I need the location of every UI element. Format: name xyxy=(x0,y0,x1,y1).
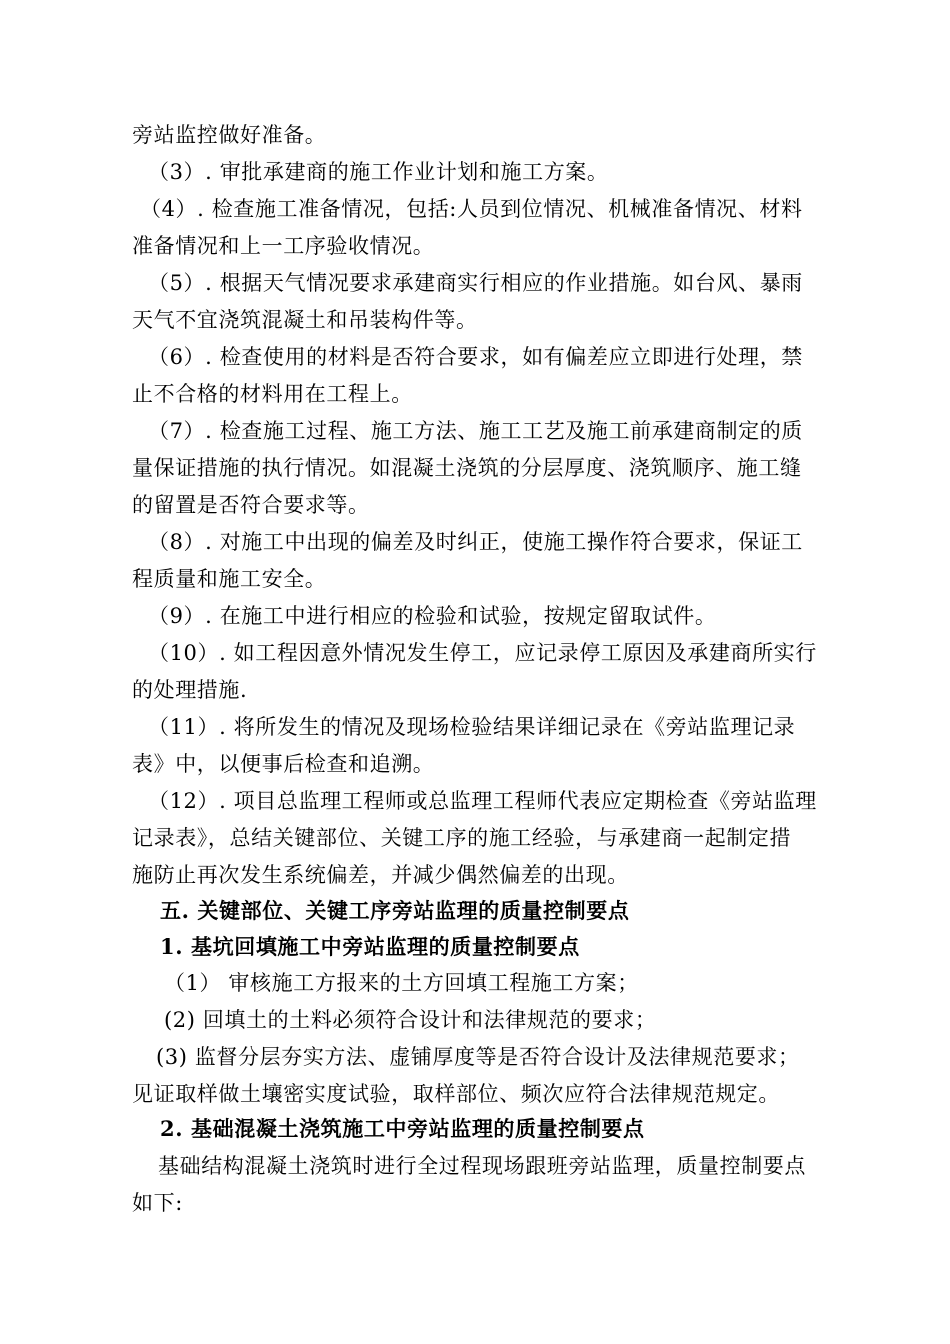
list-item: （7）. 检查施工过程、施工方法、施工工艺及施工前承建商制定的质 xyxy=(148,419,803,443)
text-line: 旁站监控做好准备。 xyxy=(132,123,327,147)
text-line: 记录表》，总结关键部位、关键工序的施工经验，与承建商一起制定措 xyxy=(132,826,792,850)
subsection-heading: 2. 基础混凝土浇筑施工中旁站监理的质量控制要点 xyxy=(160,1116,645,1141)
text-line: 准备情况和上一工序验收情况。 xyxy=(132,234,435,258)
list-item: （8）. 对施工中出现的偏差及时纠正，使施工操作符合要求，保证工 xyxy=(148,530,803,554)
text-line: 如下: xyxy=(132,1191,183,1215)
list-item: （1） 审核施工方报来的土方回填工程施工方案； xyxy=(164,971,639,995)
list-item: （4）. 检查施工准备情况，包括:人员到位情况、机械准备情况、材料 xyxy=(140,197,803,221)
text-line: 的处理措施. xyxy=(132,678,248,702)
list-item: （10）. 如工程因意外情况发生停工，应记录停工原因及承建商所实行 xyxy=(148,641,817,665)
list-item: （5）. 根据天气情况要求承建商实行相应的作业措施。如台风、暴雨 xyxy=(148,271,803,295)
paragraph-line: 基础结构混凝土浇筑时进行全过程现场跟班旁站监理，质量控制要点 xyxy=(158,1154,806,1178)
text-line: 见证取样做土壤密实度试验，取样部位、频次应符合法律规范规定。 xyxy=(132,1082,780,1106)
list-item: （3）. 审批承建商的施工作业计划和施工方案。 xyxy=(148,160,609,184)
list-item: （11）. 将所发生的情况及现场检验结果详细记录在《旁站监理记录 xyxy=(148,715,796,739)
section-heading: 五. 关键部位、关键工序旁站监理的质量控制要点 xyxy=(160,898,630,923)
text-line: 天气不宜浇筑混凝土和吊装构件等。 xyxy=(132,308,478,332)
text-line: 止不合格的材料用在工程上。 xyxy=(132,382,413,406)
list-item: (2) 回填土的土料必须符合设计和法律规范的要求； xyxy=(164,1008,657,1032)
list-item: （12）. 项目总监理工程师或总监理工程师代表应定期检查《旁站监理 xyxy=(148,789,817,813)
text-line: 程质量和施工安全。 xyxy=(132,567,327,591)
subsection-heading: 1. 基坑回填施工中旁站监理的质量控制要点 xyxy=(160,934,580,959)
text-line: 施防止再次发生系统偏差，并减少偶然偏差的出现。 xyxy=(132,863,629,887)
list-item: （6）. 检查使用的材料是否符合要求，如有偏差应立即进行处理，禁 xyxy=(148,345,803,369)
text-line: 的留置是否符合要求等。 xyxy=(132,493,370,517)
list-item: （9）. 在施工中进行相应的检验和试验，按规定留取试件。 xyxy=(148,604,717,628)
text-line: 量保证措施的执行情况。如混凝土浇筑的分层厚度、浇筑顺序、施工缝 xyxy=(132,456,802,480)
list-item: (3) 监督分层夯实方法、虚铺厚度等是否符合设计及法律规范要求； xyxy=(156,1045,800,1069)
text-line: 表》中，以便事后检查和追溯。 xyxy=(132,752,435,776)
